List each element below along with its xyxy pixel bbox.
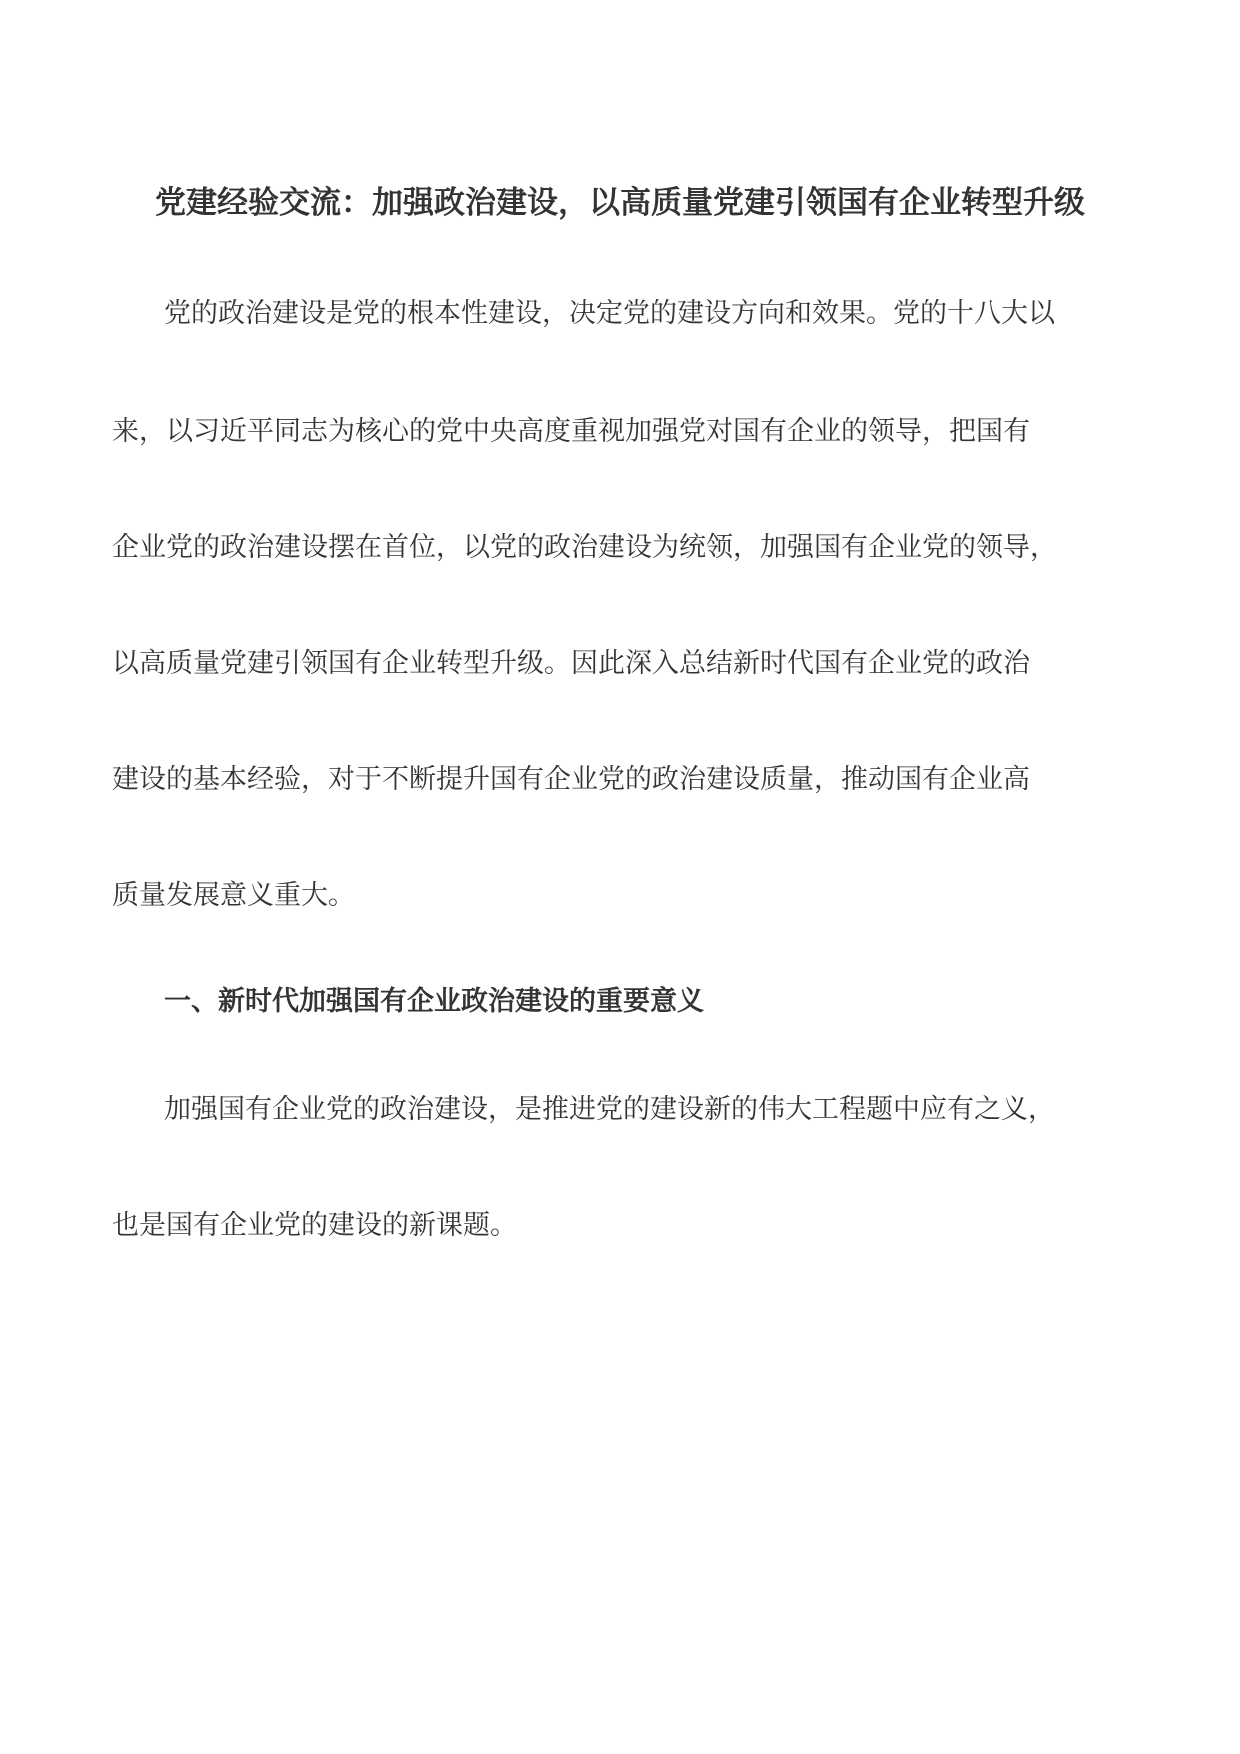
paragraph-1-line-1: 党的政治建设是党的根本性建设，决定党的建设方向和效果。党的十八大以	[164, 298, 1055, 329]
paragraph-1-line-6: 质量发展意义重大。	[112, 880, 355, 911]
section-1-heading: 一、新时代加强国有企业政治建设的重要意义	[164, 986, 704, 1017]
paragraph-2-line-2: 也是国有企业党的建设的新课题。	[112, 1210, 517, 1241]
paragraph-1-line-3: 企业党的政治建设摆在首位，以党的政治建设为统领，加强国有企业党的领导，	[112, 532, 1057, 563]
paragraph-2-line-1: 加强国有企业党的政治建设，是推进党的建设新的伟大工程题中应有之义，	[164, 1094, 1055, 1125]
paragraph-1-line-4: 以高质量党建引领国有企业转型升级。因此深入总结新时代国有企业党的政治	[112, 648, 1030, 679]
paragraph-1-line-2: 来，以习近平同志为核心的党中央高度重视加强党对国有企业的领导，把国有	[112, 416, 1030, 447]
document-title: 党建经验交流：加强政治建设，以高质量党建引领国有企业转型升级	[155, 185, 1085, 221]
paragraph-1-line-5: 建设的基本经验，对于不断提升国有企业党的政治建设质量，推动国有企业高	[112, 764, 1030, 795]
